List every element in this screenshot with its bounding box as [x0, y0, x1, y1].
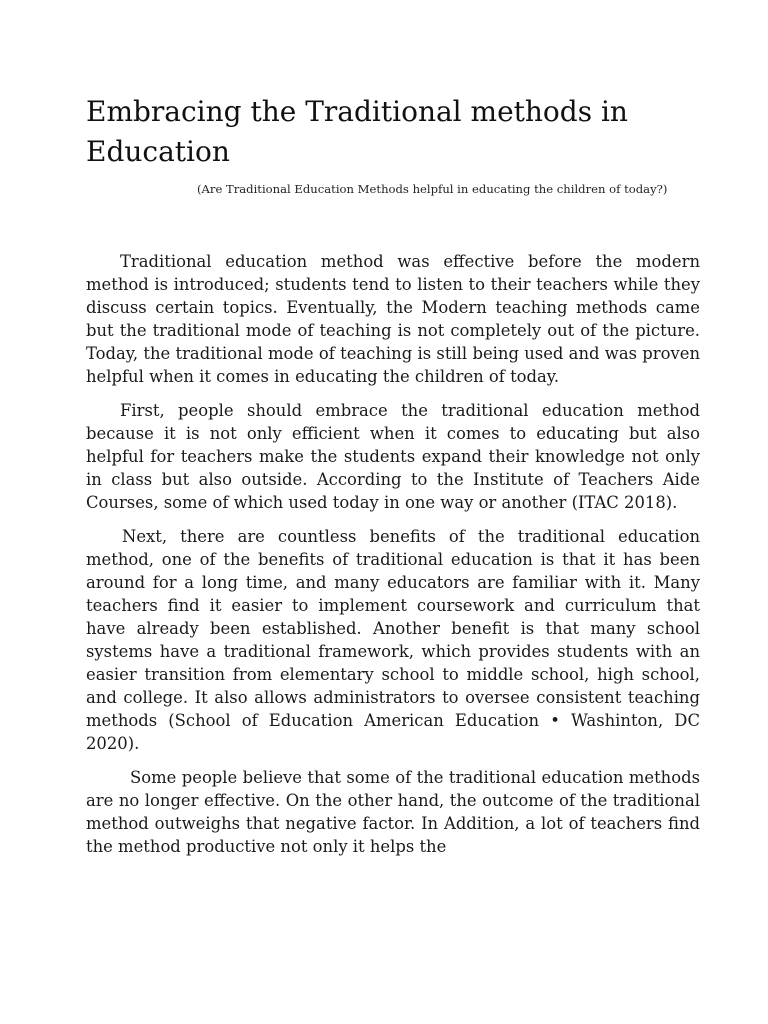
document-subtitle: (Are Traditional Education Methods helpful in educating the children of today?) — [197, 182, 668, 196]
paragraph-intro: Traditional education method was effective before the modern method is introduced; students tend to listen to their teachers while they discuss certain topics. Eventually, the Modern teaching methods came but the traditional mode of teaching is not completely out of the picture. Today, the traditional mode of teaching is still being used and was proven helpful when it comes in educating the children of today. — [86, 252, 700, 386]
document-body — [86, 250, 700, 869]
paragraph-next: Next, there are countless benefits of the traditional education method, one of the benefits of traditional education is that it has been around for a long time, and many educators are familiar with it. Many teachers find it easier to implement coursework and curriculum that have already been established. Another benefit is that many school systems have a traditional framework, which provides students with an easier transition from elementary school to middle school, high school, and college. It also allows administrators to oversee consistent teaching methods (School of Education American Education • Washinton, DC 2020). — [86, 527, 700, 753]
paragraph-first: First, people should embrace the traditional education method because it is not only efficient when it comes to educating but also helpful for teachers make the students expand their knowledge not only in class but also outside. According to the Institute of Teachers Aide Courses, some of which used today in one way or another (ITAC 2018). — [86, 401, 700, 512]
paragraph-some-people: Some people believe that some of the traditional education methods are no longer effective. On the other hand, the outcome of the traditional method outweighs that negative factor. In Addition, a lot of teachers find the method productive not only it helps the — [86, 768, 700, 856]
document-title: Embracing the Traditional methods in Education — [86, 95, 628, 168]
